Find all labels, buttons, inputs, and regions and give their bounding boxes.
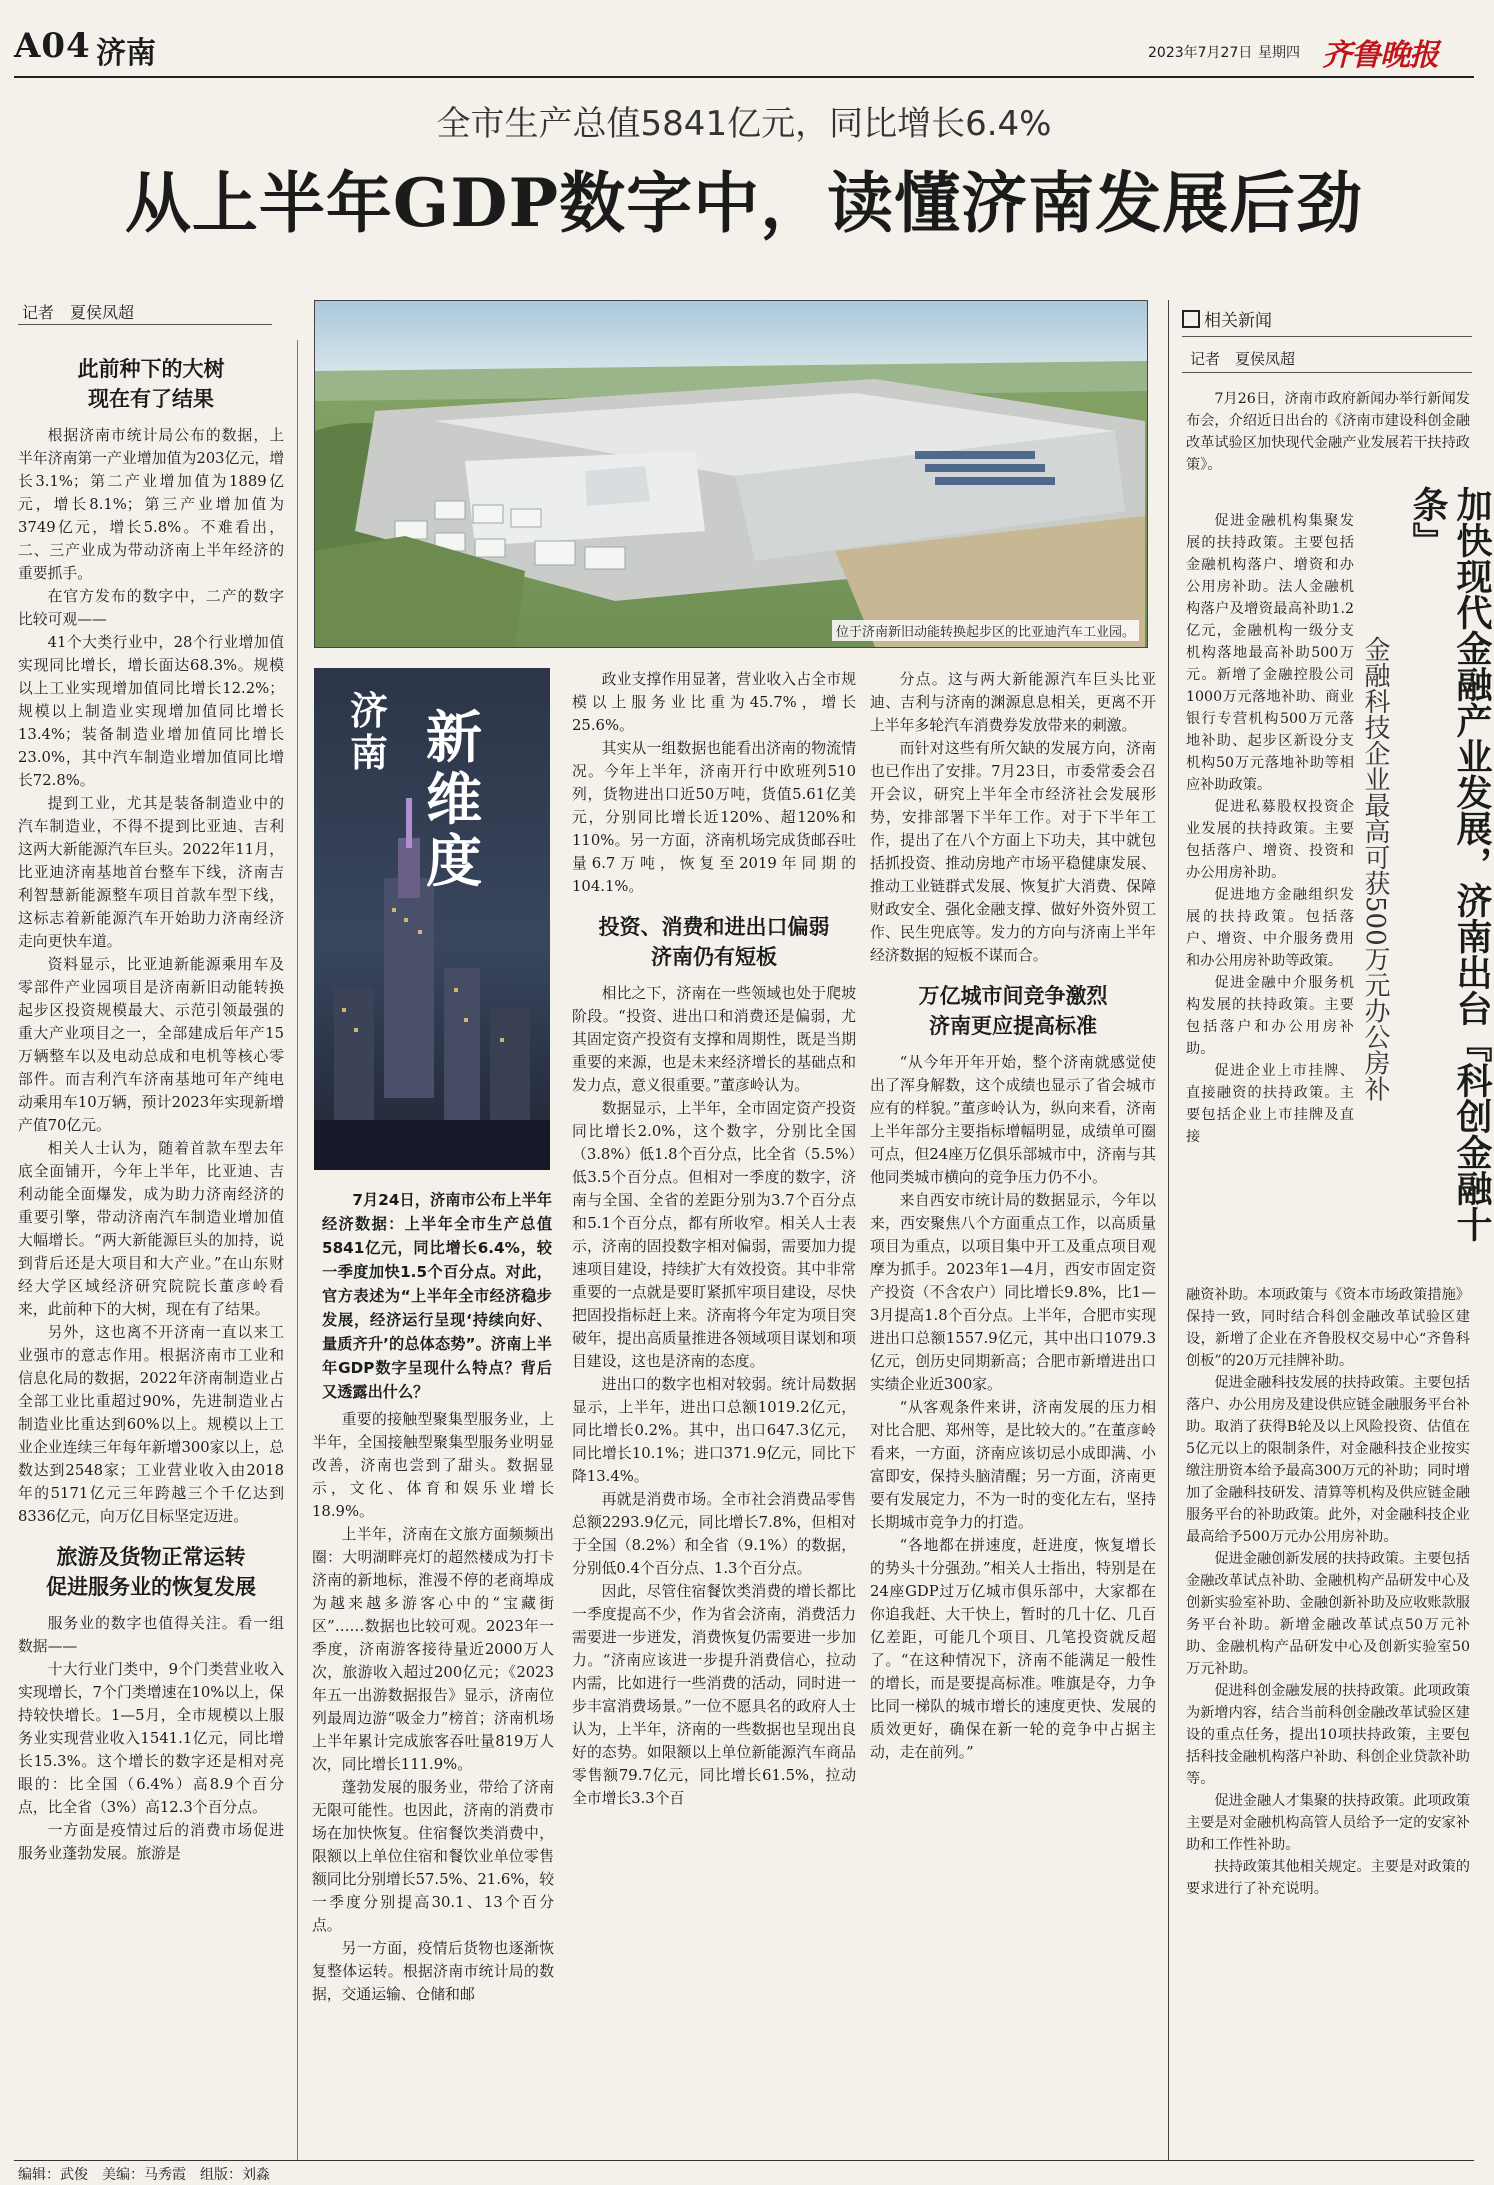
paragraph: 另外，这也离不开济南一直以来工业强市的意志作用。根据济南市工业和信息化局的数据，2022年济南制造业占全部工业比重超过90%，先进制造业占制造业比重达到60%以上。规模以上工业企业连续三年每年新增300家以上，总数达到2548家；工业营业收入由2018年的5171亿元三年跨越三个千亿达到8336亿元，向万亿目标坚定迈进。 [18,1324,284,1525]
header-rule [14,76,1474,78]
paragraph: 上半年，济南在文旅方面频频出圈：大明湖畔亮灯的超然楼成为打卡济南的新地标，淮漫不停的老商埠成为越来越多游客心中的“宝藏街区”……数据也比较可观。2023年一季度，济南游客接待量近2000万人次，旅游收入超过200亿元；《2023年五一出游数据报告》显示，济南位列最周边游“吸金力”榜首；济南机场上半年累计完成旅客吞吐量819万人次，同比增长111.9%。 [312,1526,554,1773]
masthead-logo: 齐鲁晚报 [1322,38,1438,73]
paragraph: 数据显示，上半年，全市固定资产投资同比增长2.0%，这个数字，分别比全国（3.8%）低1.8个百分点，比全省（5.5%）低3.5个百分点。但相对一季度的数字，济南与全国、全省的差距分别为3.7个百分点和5.1个百分点，都有所收窄。相关人士表示，济南的固投数字相对偏弱，需要加力提速项目建设，持续扩大有效投资。其中非常重要的一点就是要盯紧抓牢项目建设，尽快把固投指标赶上来。济南将今年定为项目突破年，提出高质量推进各领域项目谋划和项目建设，这也是济南的态度。 [572,1100,856,1370]
subheading: 旅游及货物正常运转 促进服务业的恢复发展 [46,1545,256,1599]
column-divider [297,340,298,2160]
paragraph: 41个大类行业中，28个行业增加值实现同比增长，增长面达68.3%。规模以上工业实现增加值同比增长12.2%；规模以上制造业实现增加值同比增长13.4%；装备制造业增加值同比增长23.0%，其中汽车制造业增加值同比增长72.8%。 [18,634,284,789]
sidebar-subtitle: 金融科技企业最高可获500万元办公房补 [1360,636,1390,1102]
paragraph: 促进私募股权投资企业发展的扶持政策。主要包括落户、增资、投资和办公用房补助。 [1186,799,1354,881]
issue-weekday: 星期四 [1258,45,1300,61]
column-logo-name: 新维度 [426,706,482,895]
paragraph: 服务业的数字也值得关注。看一组数据—— [18,1615,284,1655]
subheading: 此前种下的大树 现在有了结果 [77,357,225,411]
factory-photo-illustration [315,301,1147,647]
issue-date: 2023年7月27日 [1148,45,1253,61]
headline-kicker: 全市生产总值5841亿元，同比增长6.4% [436,104,1052,144]
column-logo [314,668,550,1170]
paragraph: 促进金融人才集聚的扶持政策。此项政策主要是对金融机构高管人员给予一定的安家补助和工作性补助。 [1186,1793,1470,1853]
article-column-3 [572,668,856,2160]
paragraph: 相比之下，济南在一些领域也处于爬坡阶段。“投资、进出口和消费还是偏弱，尤其固定资产投资有支撑和周期性，既是当期重要的来源，也是未来经济增长的基础点和发力点，意义很重要。”董彦岭认为。 [572,985,856,1094]
paragraph: 提到工业，尤其是装备制造业中的汽车制造业，不得不提到比亚迪、吉利这两大新能源汽车巨头。2022年11月，比亚迪济南基地首台整车下线，济南吉利智慧新能源整车项目首款车型下线，这标志着新能源汽车开始助力济南经济走向更快车道。 [18,795,284,950]
byline-rule [18,324,272,325]
paragraph: 蓬勃发展的服务业，带给了济南无限可能性。也因此，济南的消费市场在加快恢复。住宿餐饮类消费中，限额以上单位住宿和餐饮业单位零售额同比分别增长57.5%、21.6%，较一季度分别提高30.1、13个百分点。 [312,1779,554,1934]
page-number: A04 [14,26,91,66]
paragraph: 促进金融创新发展的扶持政策。主要包括金融改革试点补助、金融机构产品研发中心及创新实验室补助、金融创新补助及应收账款服务平台补助。新增金融改革试点50万元补助、金融机构产品研发中心及创新实验室50万元补助。 [1186,1551,1470,1677]
paragraph: 而针对这些有所欠缺的发展方向，济南也已作出了安排。7月23日，市委常委会召开会议，研究上半年全市经济社会发展形势，安排部署下半年工作。对于下半年工作，提出了在八个方面上下功夫，其中就包括抓投资、推动房地产市场平稳健康发展、推动工业链群式发展、恢复扩大消费、保障财政安全、强化金融支撑、做好外资外贸工作、民生兜底等。发力的方向与济南上半年经济数据的短板不谋而合。 [870,740,1156,964]
sidebar-rule [1182,336,1472,337]
paragraph: 分点。这与两大新能源汽车巨头比亚迪、吉利与济南的渊源息息相关，更离不开上半年多轮汽车消费券发放带来的刺激。 [870,671,1156,734]
paragraph: 政业支撑作用显著，营业收入占全市规模以上服务业比重为45.7%，增长25.6%。 [572,671,856,734]
article-intro: 7月24日，济南市公布上半年经济数据：上半年全市生产总值5841亿元，同比增长6.4%，较一季度加快1.5个百分点。对此，官方表述为“上半年全市经济稳步发展，经济运行呈现‘持续向好、量质齐升’的总体态势”。济南上半年GDP数字呈现什么特点？背后又透露出什么？ [322,1191,552,1401]
paragraph: 一方面是疫情过后的消费市场促进服务业蓬勃发展。旅游是 [18,1822,284,1862]
headline-title: 从上半年GDP数字中，读懂济南发展后劲 [124,164,1364,242]
paragraph: 十大行业门类中，9个门类营业收入实现增长，7个门类增速在10%以上，保持较快增长。1—5月，全市规模以上服务业实现营业收入1541.1亿元，同比增长15.3%。这个增长的数字还是相对亮眼的：比全国（6.4%）高8.9个百分点，比全省（3%）高12.3个百分点。 [18,1661,284,1816]
subheading: 万亿城市间竞争激烈 济南更应提高标准 [918,984,1108,1038]
paragraph: 在官方发布的数字中，二产的数字比较可观—— [18,588,284,628]
photo-caption: 位于济南新旧动能转换起步区的比亚迪汽车工业园。 [832,620,1139,641]
byline: 记者 夏侯凤超 [22,303,135,322]
sidebar-title: 加快现代金融产业发展，济南出台『科创金融十条』 [1407,486,1493,1242]
column-divider [1168,300,1169,2160]
news-square-icon [1182,310,1200,328]
sidebar-byline: 记者 夏侯凤超 [1190,350,1296,368]
paragraph: 根据济南市统计局公布的数据，上半年济南第一产业增加值为203亿元，增长3.1%；第二产业增加值为1889亿元，增长8.1%；第三产业增加值为3749亿元，增长5.8%。不难看出，二、三产业成为带动济南上半年经济的重要抓手。 [18,427,284,582]
paragraph: 重要的接触型聚集型服务业，上半年，全国接触型聚集型服务业明显改善，济南也尝到了甜头。数据显示，文化、体育和娱乐业增长18.9%。 [312,1411,554,1520]
factory-aerial-photo [314,300,1148,648]
paragraph: 促进科创金融发展的扶持政策。此项政策为新增内容，结合当前科创金融改革试验区建设的重点任务，提出10项扶持政策，主要包括科技金融机构落户补助、科创企业贷款补助等。 [1186,1683,1470,1787]
sidebar-wide-text [1186,1284,1470,2160]
paragraph: 促进金融科技发展的扶持政策。主要包括落户、办公用房及建设供应链金融服务平台补助。取消了获得B轮及以上风险投资、估值在5亿元以上的限制条件，对金融科技企业按实缴注册资本给予最高300万元的补助；同时增加了金融科技研发、清算等机构及供应链金融服务平台的补助政策。此外，对金融科技企业最高给予500万元办公用房补助。 [1186,1375,1470,1545]
section-name: 济南 [96,36,156,71]
editor-credits: 编辑：武俊 美编：马秀霞 组版：刘淼 [18,2167,270,2183]
paragraph: 融资补助。本项政策与《资本市场政策措施》保持一致，同时结合科创金融改革试验区建设，新增了企业在齐鲁股权交易中心“齐鲁科创板”的20万元挂牌补助。 [1186,1287,1470,1369]
paragraph: 促进企业上市挂牌、直接融资的扶持政策。主要包括企业上市挂牌及直接 [1186,1063,1354,1145]
article-column-1 [18,340,284,2160]
paragraph: “从今年开年开始，整个济南就感觉使出了浑身解数，这个成绩也显示了省会城市应有的样貌。”董彦岭认为，纵向来看，济南上半年部分主要指标增幅明显，成绩单可圈可点，但24座万亿俱乐部城市中，济南与其他同类城市横向的竞争压力仍不小。 [870,1054,1156,1186]
footer-rule [14,2160,1474,2161]
column-logo-city: 济南 [350,689,389,775]
paragraph: 促进地方金融组织发展的扶持政策。包括落户、增资、中介服务费用和办公用房补助等政策。 [1186,887,1354,969]
paragraph: 来自西安市统计局的数据显示，今年以来，西安聚焦八个方面重点工作，以高质量项目为重点，以项目集中开工及重点项目观摩为抓手。2023年1—4月，西安市固定资产投资（不含农户）同比增长9.8%，比1—3月提高1.8个百分点。上半年，合肥市实现进出口总额1557.9亿元，其中出口1079.3亿元，创历史同期新高；合肥市新增进出口实绩企业近300家。 [870,1192,1156,1393]
article-column-2 [312,1408,554,2160]
paragraph: 扶持政策其他相关规定。主要是对政策的要求进行了补充说明。 [1186,1859,1470,1897]
paragraph: “各地都在拼速度，赶进度，恢复增长的势头十分强劲。”相关人士指出，特别是在24座GDP过万亿城市俱乐部中，大家都在你追我赶、大干快上，暂时的几十亿、几百亿差距，可能几个项目、几笔投资就反超了。“在这种情况下，济南不能满足一般性的增长，而是要提高标准。唯旗是夺，力争比同一梯队的城市增长的速度更快、发展的质效更好，确保在新一轮的竞争中占据主动，走在前列。” [870,1537,1156,1761]
paragraph: 再就是消费市场。全市社会消费品零售总额2293.9亿元，同比增长7.8%，但相对于全国（8.2%）和全省（9.1%）的数据，分别低0.4个百分点、1.3个百分点。 [572,1491,856,1577]
article-column-4 [870,668,1156,2160]
paragraph: “从客观条件来讲，济南发展的压力相对比合肥、郑州等，是比较大的。”在董彦岭看来，一方面，济南应该切忌小成即满、小富即安，保持头脑清醒；另一方面，济南更要有发展定力，不为一时的变化左右，坚持长期城市竞争力的打造。 [870,1399,1156,1531]
paragraph: 进出口的数字也相对较弱。统计局数据显示，上半年，进出口总额1019.2亿元，同比增长0.2%。其中，出口647.3亿元，同比增长10.1%；进口371.9亿元，同比下降13.4%。 [572,1376,856,1485]
sidebar-narrow-text [1186,510,1354,1280]
paragraph: 另一方面，疫情后货物也逐渐恢复整体运转。根据济南市统计局的数据，交通运输、仓储和邮 [312,1940,554,2003]
paragraph: 促进金融机构集聚发展的扶持政策。主要包括金融机构落户、增资和办公用房补助。法人金融机构落户及增资最高补助1.2亿元，金融机构一级分支机构落地最高补助500万元。新增了金融控股公司1000万元落地补助、商业银行专营机构500万元落地补助、起步区新设分支机构50万元落地补助等相应补助政策。 [1186,513,1354,793]
paragraph: 因此，尽管住宿餐饮类消费的增长都比一季度提高不少，作为省会济南，消费活力需要进一步迸发，消费恢复仍需要进一步加力。“济南应该进一步提升消费信心，拉动内需，比如进行一些消费的活动，同时进一步丰富消费场景。”一位不愿具名的政府人士认为，上半年，济南的一些数据也呈现出良好的态势。如限额以上单位新能源汽车商品零售额79.7亿元，同比增长61.5%，拉动全市增长3.3个百 [572,1583,856,1807]
sidebar-rule [1182,372,1472,373]
sidebar-lead: 7月26日，济南市政府新闻办举行新闻发布会，介绍近日出台的《济南市建设科创金融改革试验区加快现代金融产业发展若干扶持政策》。 [1186,391,1470,473]
paragraph: 资料显示，比亚迪新能源乘用车及零部件产业园项目是济南新旧动能转换起步区投资规模最大、示范引领最强的重大产业项目之一，全部建成后年产15万辆整车以及电动总成和电机等核心零部件。而吉利汽车济南基地可年产纯电动乘用车10万辆，预计2023年实现新增产值70亿元。 [18,956,284,1134]
paragraph: 促进金融中介服务机构发展的扶持政策。主要包括落户和办公用房补助。 [1186,975,1354,1057]
subheading: 投资、消费和进出口偏弱 济南仍有短板 [598,915,830,969]
paragraph: 相关人士认为，随着首款车型去年底全面铺开，今年上半年，比亚迪、吉利动能全面爆发，成为助力济南经济的重要引擎，带动济南汽车制造业增加值大幅增长。“两大新能源巨头的加持，说到背后还是大项目和大产业。”在山东财经大学区域经济研究院院长董彦岭看来，此前种下的大树，现在有了结果。 [18,1140,284,1318]
related-news-label: 相关新闻 [1182,306,1272,331]
paragraph: 其实从一组数据也能看出济南的物流情况。今年上半年，济南开行中欧班列510列，货物进出口近50万吨，货值5.61亿美元，分别同比增长近120%、超120%和110%。另一方面，济南机场完成货邮吞吐量6.7万吨，恢复至2019年同期的104.1%。 [572,740,856,895]
